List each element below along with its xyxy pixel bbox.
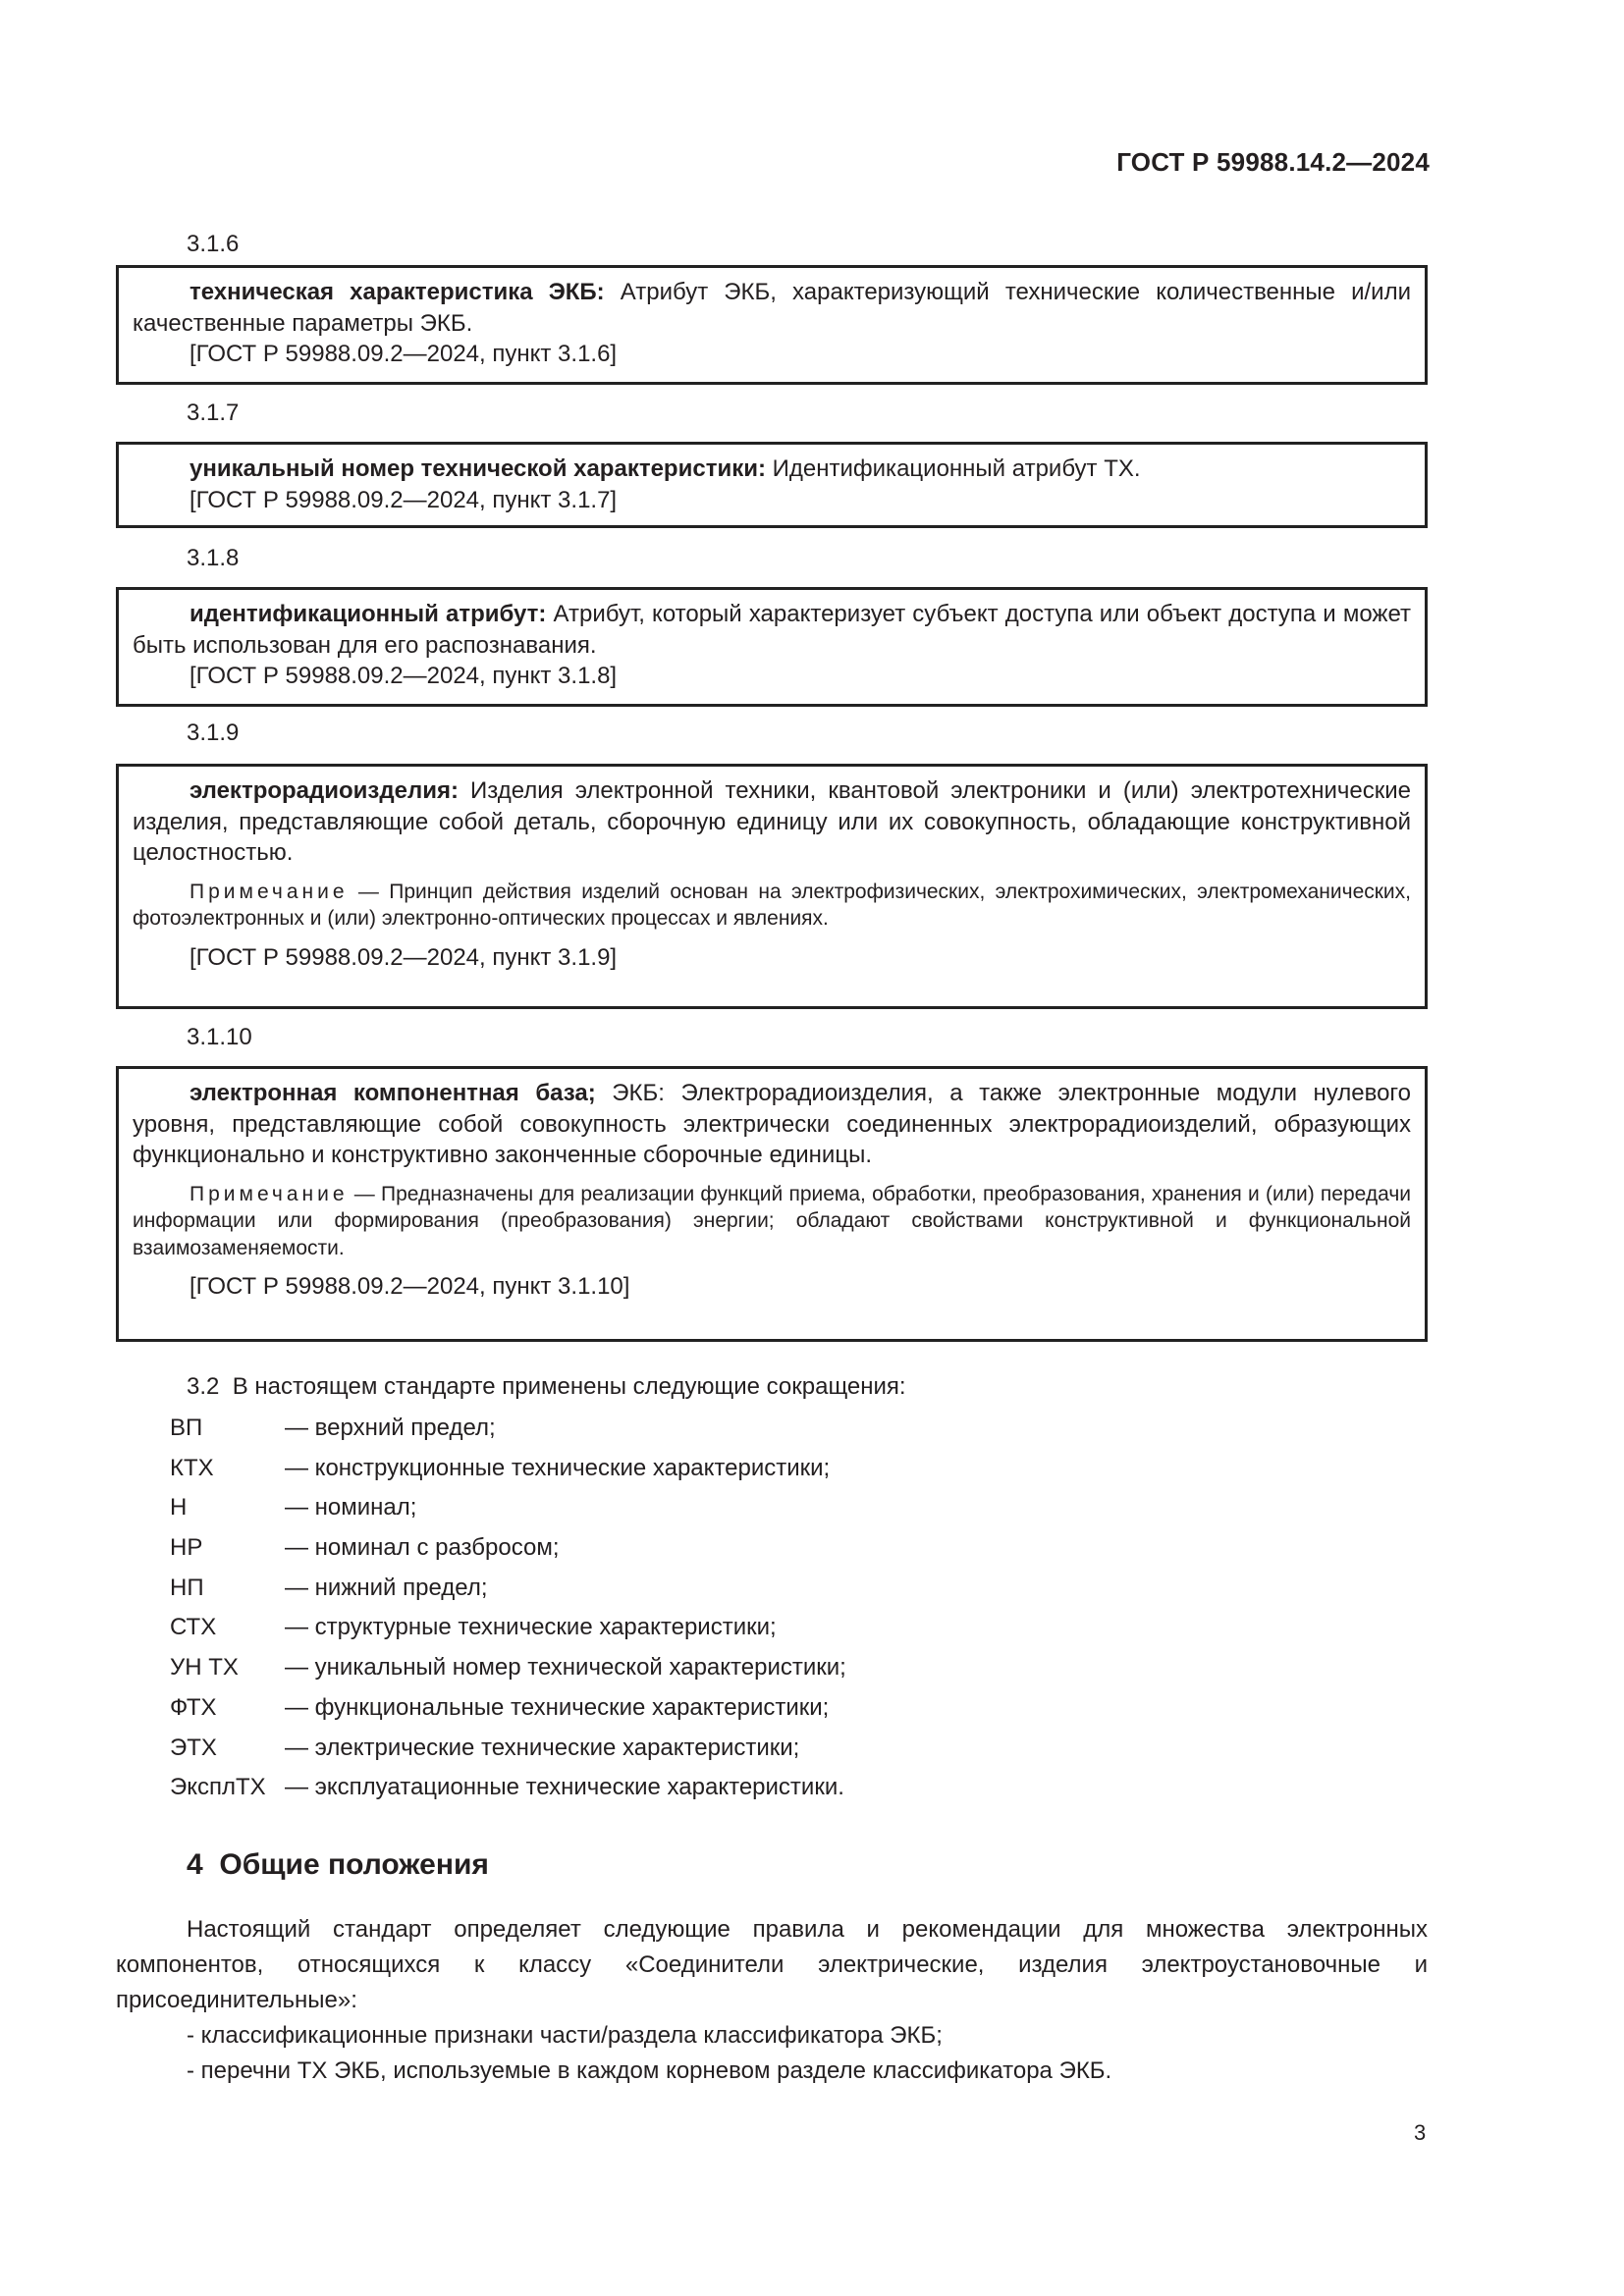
bullet-item: - перечни ТХ ЭКБ, используемые в каждом корневом разделе классификатора ЭКБ. — [187, 2057, 1112, 2084]
term-definition — [133, 775, 1411, 869]
term-box-3-1-9 — [116, 764, 1428, 1009]
term-title: техническая характеристика ЭКБ: — [189, 279, 605, 305]
abbreviation-code: СТХ — [170, 1614, 217, 1641]
term-title: электронная компонентная база; — [189, 1080, 596, 1106]
abbreviation-row — [170, 1773, 846, 1813]
abbreviation-row — [170, 1493, 846, 1533]
term-box-3-1-10 — [116, 1066, 1428, 1342]
abbreviation-definition: — нижний предел; — [285, 1574, 488, 1601]
term-text: Изделия электронной техники, квантовой электроники и (или) электротехнические изделия, представляющие собой деталь, сборочную единицу или их совокупность, обладающие конструктивной целостностью. — [133, 777, 1411, 866]
note-label: Примечание — [189, 880, 349, 903]
note-text: — Предназначены для реализации функций приема, обработки, преобразования, хранения и (или) передачи информации или формирования (преобразования) энергии; обладают свойствами конструктивной и функциональной взаимозаменяемости. — [133, 1182, 1411, 1259]
abbreviations-list — [170, 1414, 846, 1813]
term-source: [ГОСТ Р 59988.09.2—2024, пункт 3.1.10] — [189, 1273, 630, 1300]
abbreviation-row — [170, 1454, 846, 1494]
term-number: 3.1.6 — [187, 231, 240, 257]
term-source: [ГОСТ Р 59988.09.2—2024, пункт 3.1.6] — [189, 341, 618, 367]
term-text: Атрибут ЭКБ, характеризующий технические количественные и/или качественные параметры ЭКБ. — [133, 279, 1411, 337]
term-title: уникальный номер технической характеристики: — [189, 455, 766, 482]
abbreviation-definition: — функциональные технические характеристики; — [285, 1693, 830, 1721]
abbreviation-definition: — электрические технические характеристики; — [285, 1734, 800, 1761]
term-number: 3.1.7 — [187, 400, 240, 426]
abbreviations-intro: 3.2 В настоящем стандарте применены следующие сокращения: — [187, 1373, 906, 1400]
term-text: Атрибут, который характеризует субъект доступа или объект доступа и может быть использован для его распознавания. — [133, 601, 1411, 659]
term-definition — [133, 599, 1411, 661]
section-body — [116, 1912, 1428, 2089]
term-definition — [133, 1078, 1411, 1171]
abbreviation-row — [170, 1414, 846, 1454]
abbreviation-definition: — уникальный номер технической характеристики; — [285, 1654, 846, 1682]
term-number: 3.1.9 — [187, 720, 240, 746]
abbreviation-row — [170, 1693, 846, 1734]
abbreviation-row — [170, 1653, 846, 1693]
term-definition — [133, 454, 1411, 485]
abbreviation-code: ЭксплТХ — [170, 1774, 266, 1801]
term-box-3-1-7 — [116, 442, 1428, 528]
abbreviation-code: ВП — [170, 1415, 203, 1441]
document-id-header: ГОСТ Р 59988.14.2—2024 — [1116, 147, 1430, 177]
term-source: [ГОСТ Р 59988.09.2—2024, пункт 3.1.9] — [189, 943, 618, 971]
term-number: 3.1.10 — [187, 1024, 252, 1050]
term-source: [ГОСТ Р 59988.09.2—2024, пункт 3.1.7] — [189, 486, 618, 513]
abbreviation-code: Н — [170, 1494, 188, 1522]
abbreviation-definition: — эксплуатационные технические характеристики. — [285, 1774, 844, 1801]
abbreviation-code: ЭТХ — [170, 1734, 217, 1761]
abbreviation-code: НР — [170, 1534, 203, 1562]
abbreviation-code: НП — [170, 1574, 204, 1601]
abbreviation-row — [170, 1574, 846, 1614]
abbreviation-definition: — номинал с разбросом; — [285, 1534, 560, 1562]
term-source: [ГОСТ Р 59988.09.2—2024, пункт 3.1.8] — [189, 663, 618, 689]
abbreviation-definition: — номинал; — [285, 1494, 417, 1522]
term-box-3-1-8 — [116, 587, 1428, 707]
abbreviation-code: ФТХ — [170, 1693, 217, 1721]
abbreviation-row — [170, 1613, 846, 1653]
term-note — [133, 1181, 1411, 1262]
abbreviation-definition: — верхний предел; — [285, 1415, 496, 1441]
term-note — [133, 879, 1411, 933]
term-title: идентификационный атрибут: — [189, 601, 547, 627]
term-text: ЭКБ: Электрорадиоизделия, а также электронные модули нулевого уровня, представляющие собой совокупность электрически соединенных электрорадиоизделий, образующих функционально и конструктивно законченные сборочные единицы. — [133, 1080, 1411, 1168]
abbreviation-definition: — структурные технические характеристики; — [285, 1614, 777, 1641]
term-definition — [133, 277, 1411, 339]
abbreviation-definition: — конструкционные технические характеристики; — [285, 1454, 831, 1481]
note-label: Примечание — [189, 1182, 349, 1205]
bullet-item: - классификационные признаки части/раздела классификатора ЭКБ; — [187, 2022, 943, 2049]
abbreviation-code: УН ТХ — [170, 1654, 239, 1682]
term-text: Идентификационный атрибут ТХ. — [765, 455, 1141, 482]
abbreviation-code: КТХ — [170, 1454, 214, 1481]
section-paragraph: Настоящий стандарт определяет следующие правила и рекомендации для множества электронных компонентов, относящихся к классу «Соединители электрические, изделия электроустановочные и присоединительные»: — [116, 1916, 1428, 2013]
section-heading: 4 Общие положения — [187, 1848, 489, 1881]
page-number: 3 — [1414, 2120, 1427, 2145]
term-number: 3.1.8 — [187, 545, 240, 571]
term-title: электрорадиоизделия: — [189, 777, 459, 804]
abbreviation-row — [170, 1533, 846, 1574]
note-text: — Принцип действия изделий основан на электрофизических, электрохимических, электромеханических, фотоэлектронных и (или) электронно-оптических процессах и явлениях. — [133, 880, 1411, 930]
abbreviation-row — [170, 1734, 846, 1774]
term-box-3-1-6 — [116, 265, 1428, 385]
